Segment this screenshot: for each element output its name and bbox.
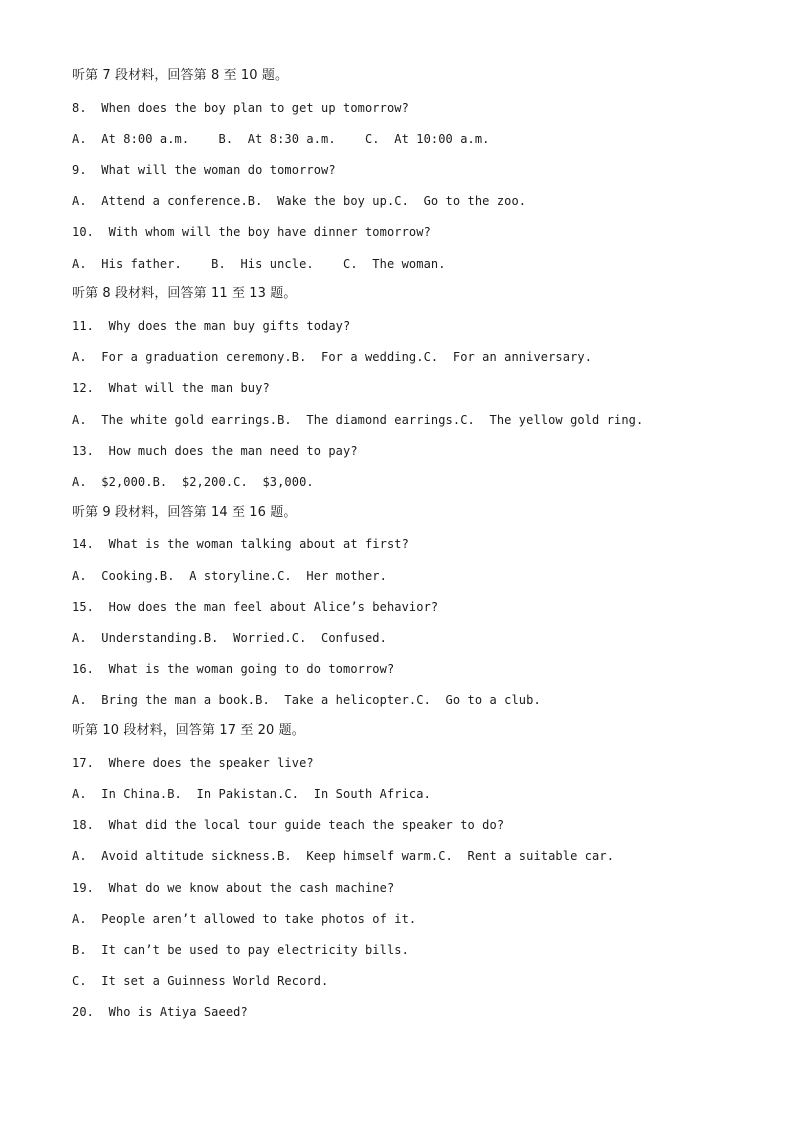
question: 12. What will the man buy? <box>72 381 270 395</box>
answer-options: A. The white gold earrings.B. The diamond earrings.C. The yellow gold ring. <box>72 413 644 427</box>
question: 11. Why does the man buy gifts today? <box>72 319 351 333</box>
answer-option: A. People aren’t allowed to take photos of it. <box>72 912 417 926</box>
answer-option: C. It set a Guinness World Record. <box>72 974 329 988</box>
answer-options: A. His father. B. His uncle. C. The woman. <box>72 257 446 271</box>
answer-options: A. Avoid altitude sickness.B. Keep himself warm.C. Rent a suitable car. <box>72 849 615 863</box>
answer-options: A. Attend a conference.B. Wake the boy up.C. Go to the zoo. <box>72 194 527 208</box>
section-heading: 听第 9 段材料，回答第 14 至 16 题。 <box>72 505 297 520</box>
answer-option: B. It can’t be used to pay electricity bills. <box>72 943 409 957</box>
question: 9. What will the woman do tomorrow? <box>72 163 336 177</box>
section-heading: 听第 7 段材料，回答第 8 至 10 题。 <box>72 68 289 83</box>
question: 8. When does the boy plan to get up tomorrow? <box>72 101 409 115</box>
section-heading: 听第 10 段材料，回答第 17 至 20 题。 <box>72 723 305 738</box>
question: 17. Where does the speaker live? <box>72 756 314 770</box>
question: 13. How much does the man need to pay? <box>72 444 358 458</box>
question: 10. With whom will the boy have dinner tomorrow? <box>72 225 431 239</box>
answer-options: A. Cooking.B. A storyline.C. Her mother. <box>72 569 387 583</box>
answer-options: A. $2,000.B. $2,200.C. $3,000. <box>72 475 314 489</box>
answer-options: A. For a graduation ceremony.B. For a wedding.C. For an anniversary. <box>72 350 593 364</box>
question: 14. What is the woman talking about at first? <box>72 537 409 551</box>
section-heading: 听第 8 段材料，回答第 11 至 13 题。 <box>72 286 297 301</box>
question: 19. What do we know about the cash machine? <box>72 881 395 895</box>
question: 18. What did the local tour guide teach the speaker to do? <box>72 818 505 832</box>
answer-options: A. Understanding.B. Worried.C. Confused. <box>72 631 387 645</box>
question: 20. Who is Atiya Saeed? <box>72 1005 248 1019</box>
answer-options: A. At 8:00 a.m. B. At 8:30 a.m. C. At 10:00 a.m. <box>72 132 490 146</box>
answer-options: A. Bring the man a book.B. Take a helicopter.C. Go to a club. <box>72 693 541 707</box>
question: 15. How does the man feel about Alice’s behavior? <box>72 600 439 614</box>
question: 16. What is the woman going to do tomorrow? <box>72 662 395 676</box>
answer-options: A. In China.B. In Pakistan.C. In South Africa. <box>72 787 431 801</box>
